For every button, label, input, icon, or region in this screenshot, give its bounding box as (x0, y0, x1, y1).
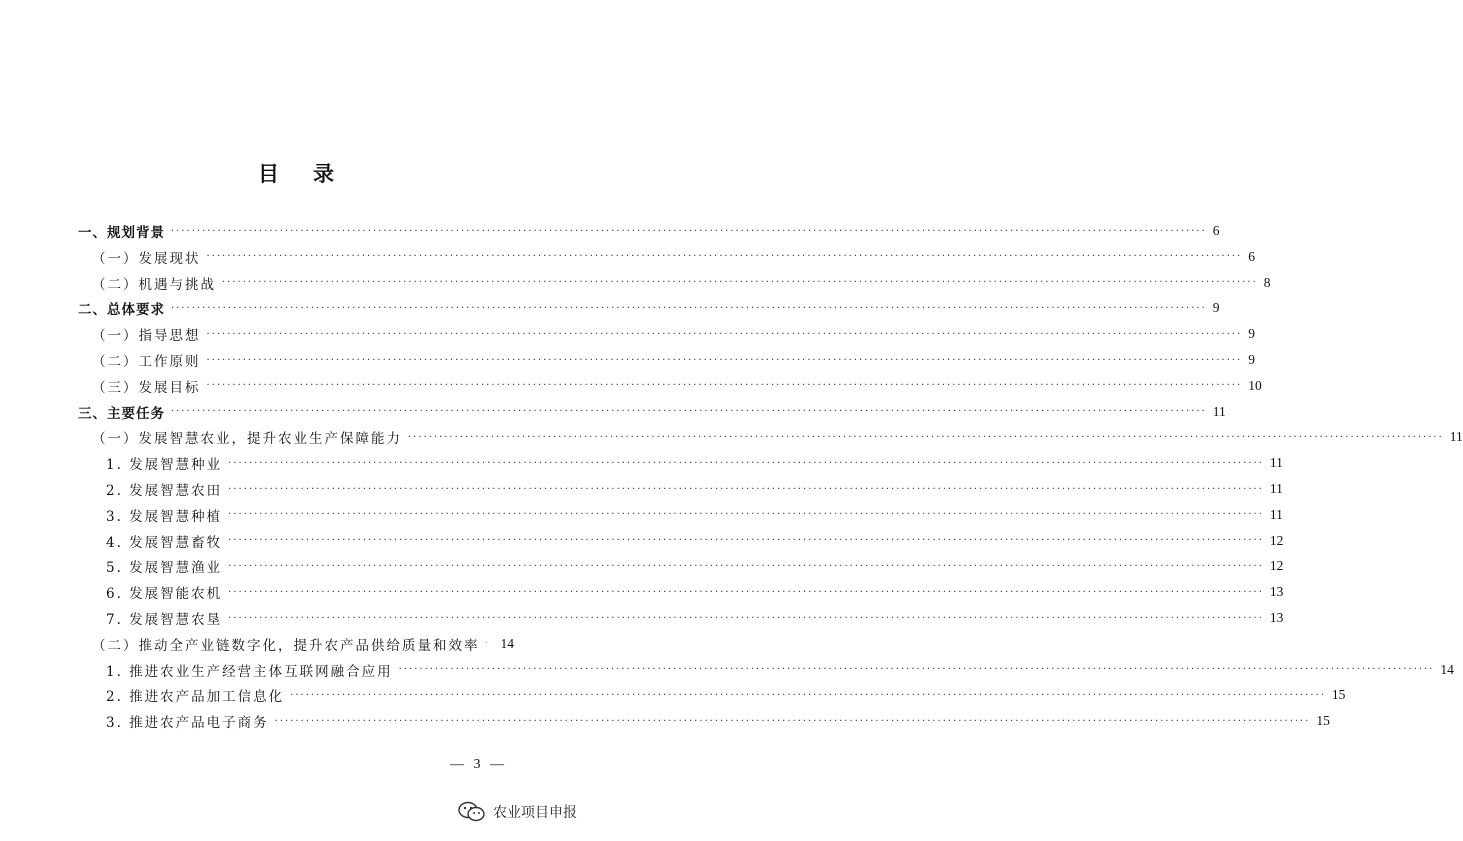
toc-entry[interactable] (0, 321, 1255, 347)
toc-entry[interactable] (0, 708, 1330, 734)
wechat-icon (457, 800, 487, 824)
toc-entry-page: 14 (1440, 661, 1454, 677)
toc-entry[interactable] (0, 399, 1226, 425)
toc-leader-dots: ········································································································································································································ (206, 251, 1243, 263)
toc-entry-label: 1. 发展智慧种业 (106, 457, 223, 474)
toc-entry[interactable] (0, 502, 1283, 528)
toc-entry-page: 9 (1248, 326, 1255, 342)
toc-entry-label: 6. 发展智能农机 (106, 586, 223, 603)
toc-leader-dots: ········································································································································································································ (274, 715, 1311, 727)
toc-entry[interactable] (0, 218, 1220, 244)
toc-entry[interactable] (0, 682, 1346, 708)
toc-entry-label: （二）机遇与挑战 (92, 276, 216, 293)
toc-leader-dots: ········································································································································································································ (171, 406, 1207, 418)
toc-entry-page: 13 (1269, 610, 1284, 625)
toc-entry[interactable] (0, 553, 1284, 579)
toc-entry-page: 10 (1248, 377, 1262, 393)
toc-entry-page: 12 (1269, 532, 1284, 548)
toc-entry-page: 11 (1269, 455, 1283, 471)
page-number: — 3 — (450, 757, 507, 772)
toc-entry-label: 三、主要任务 (78, 405, 165, 422)
toc-entry-page: 6 (1248, 248, 1255, 264)
toc-leader-dots: ········································································································································································································ (206, 380, 1243, 392)
toc-leader-dots: ········································································································································································································ (228, 457, 1264, 469)
toc-entry-page: 11 (1269, 506, 1283, 522)
toc-entry-page: 9 (1248, 352, 1255, 367)
toc-entry-page: 15 (1331, 687, 1346, 703)
toc-entry[interactable] (0, 295, 1220, 321)
toc-leader-dots: ········································································································································································································ (222, 277, 1258, 289)
toc-entry-label: （一）指导思想 (92, 328, 201, 345)
toc-leader-dots: ········································································································································································································ (171, 225, 1207, 237)
toc-leader-dots: ········································································································································································································ (228, 586, 1264, 598)
page-title: 目录 (258, 162, 368, 186)
toc-entry-page: 11 (1212, 403, 1226, 419)
toc-entry[interactable] (0, 605, 1284, 631)
toc-entry-page: 12 (1269, 558, 1284, 574)
toc-leader-dots: ········································································································································································································ (171, 302, 1207, 314)
toc-entry-label: 3. 发展智慧种植 (106, 508, 223, 525)
toc-leader-dots: ········································································································································································································ (408, 431, 1444, 443)
toc-entry[interactable] (0, 373, 1262, 399)
toc-entry-label: 2. 发展智慧农田 (106, 483, 223, 499)
watermark (457, 800, 577, 824)
toc-entry-label: 7. 发展智慧农垦 (106, 612, 223, 628)
toc-entry-page: 15 (1316, 713, 1330, 729)
toc-leader-dots: ········································································································································································································ (290, 689, 1326, 701)
toc-entry[interactable] (0, 631, 592, 657)
toc-entry[interactable] (0, 528, 1284, 554)
toc-entry-label: 2. 推进农产品加工信息化 (106, 689, 285, 706)
toc-entry-label: 一、规划背景 (78, 225, 165, 241)
toc-entry[interactable] (0, 244, 1255, 270)
toc-leader-dots (486, 638, 487, 649)
toc-leader-dots: ········································································································································································································ (228, 560, 1264, 572)
toc-entry-label: （二）工作原则 (92, 354, 201, 370)
toc-entry-page: 11 (1269, 481, 1283, 496)
toc-entry-label: 1. 推进农业生产经营主体互联网融合应用 (106, 663, 393, 680)
toc-entry-label: （一）发展智慧农业，提升农业生产保障能力 (92, 431, 402, 448)
toc-entry-page: 11 (1449, 429, 1463, 445)
toc-entry-page: 6 (1212, 223, 1220, 238)
toc-entry-page: 9 (1212, 300, 1220, 316)
toc-leader-dots: ········································································································································································································ (228, 483, 1264, 495)
toc-entry-label: 5. 发展智慧渔业 (106, 560, 223, 577)
toc-entry[interactable] (0, 579, 1284, 605)
toc-entry-label: 4. 发展智慧畜牧 (106, 534, 223, 551)
toc-entry-label: （二）推动全产业链数字化，提升农产品供给质量和效率 (92, 637, 480, 654)
toc-entry[interactable] (0, 347, 1255, 373)
toc-entry[interactable] (0, 476, 1283, 502)
toc-leader-dots: ········································································································································································································ (206, 354, 1243, 366)
watermark-text: 农业项目申报 (493, 805, 577, 821)
toc-entry-label: （一）发展现状 (92, 250, 201, 267)
toc-leader-dots: ········································································································································································································ (228, 509, 1264, 521)
toc-entry[interactable] (0, 424, 1463, 450)
toc-entry[interactable] (0, 270, 1271, 296)
toc-leader-dots: ········································································································································································································ (206, 328, 1243, 340)
toc-entry-label: 二、总体要求 (78, 302, 165, 319)
toc-leader-dots: ········································································································································································································ (398, 664, 1435, 676)
toc-entry-label: 3. 推进农产品电子商务 (106, 715, 269, 732)
toc-leader-dots: ········································································································································································································ (228, 535, 1264, 547)
toc-leader-dots: ········································································································································································································ (228, 612, 1264, 624)
toc-entry[interactable] (0, 450, 1283, 476)
toc-entry-page: 13 (1269, 584, 1284, 600)
toc-entry-page: 14 (500, 635, 514, 651)
toc-entry[interactable] (0, 657, 1454, 683)
toc-entry-label: （三）发展目标 (92, 379, 201, 396)
toc-entry-page: 8 (1263, 274, 1271, 290)
